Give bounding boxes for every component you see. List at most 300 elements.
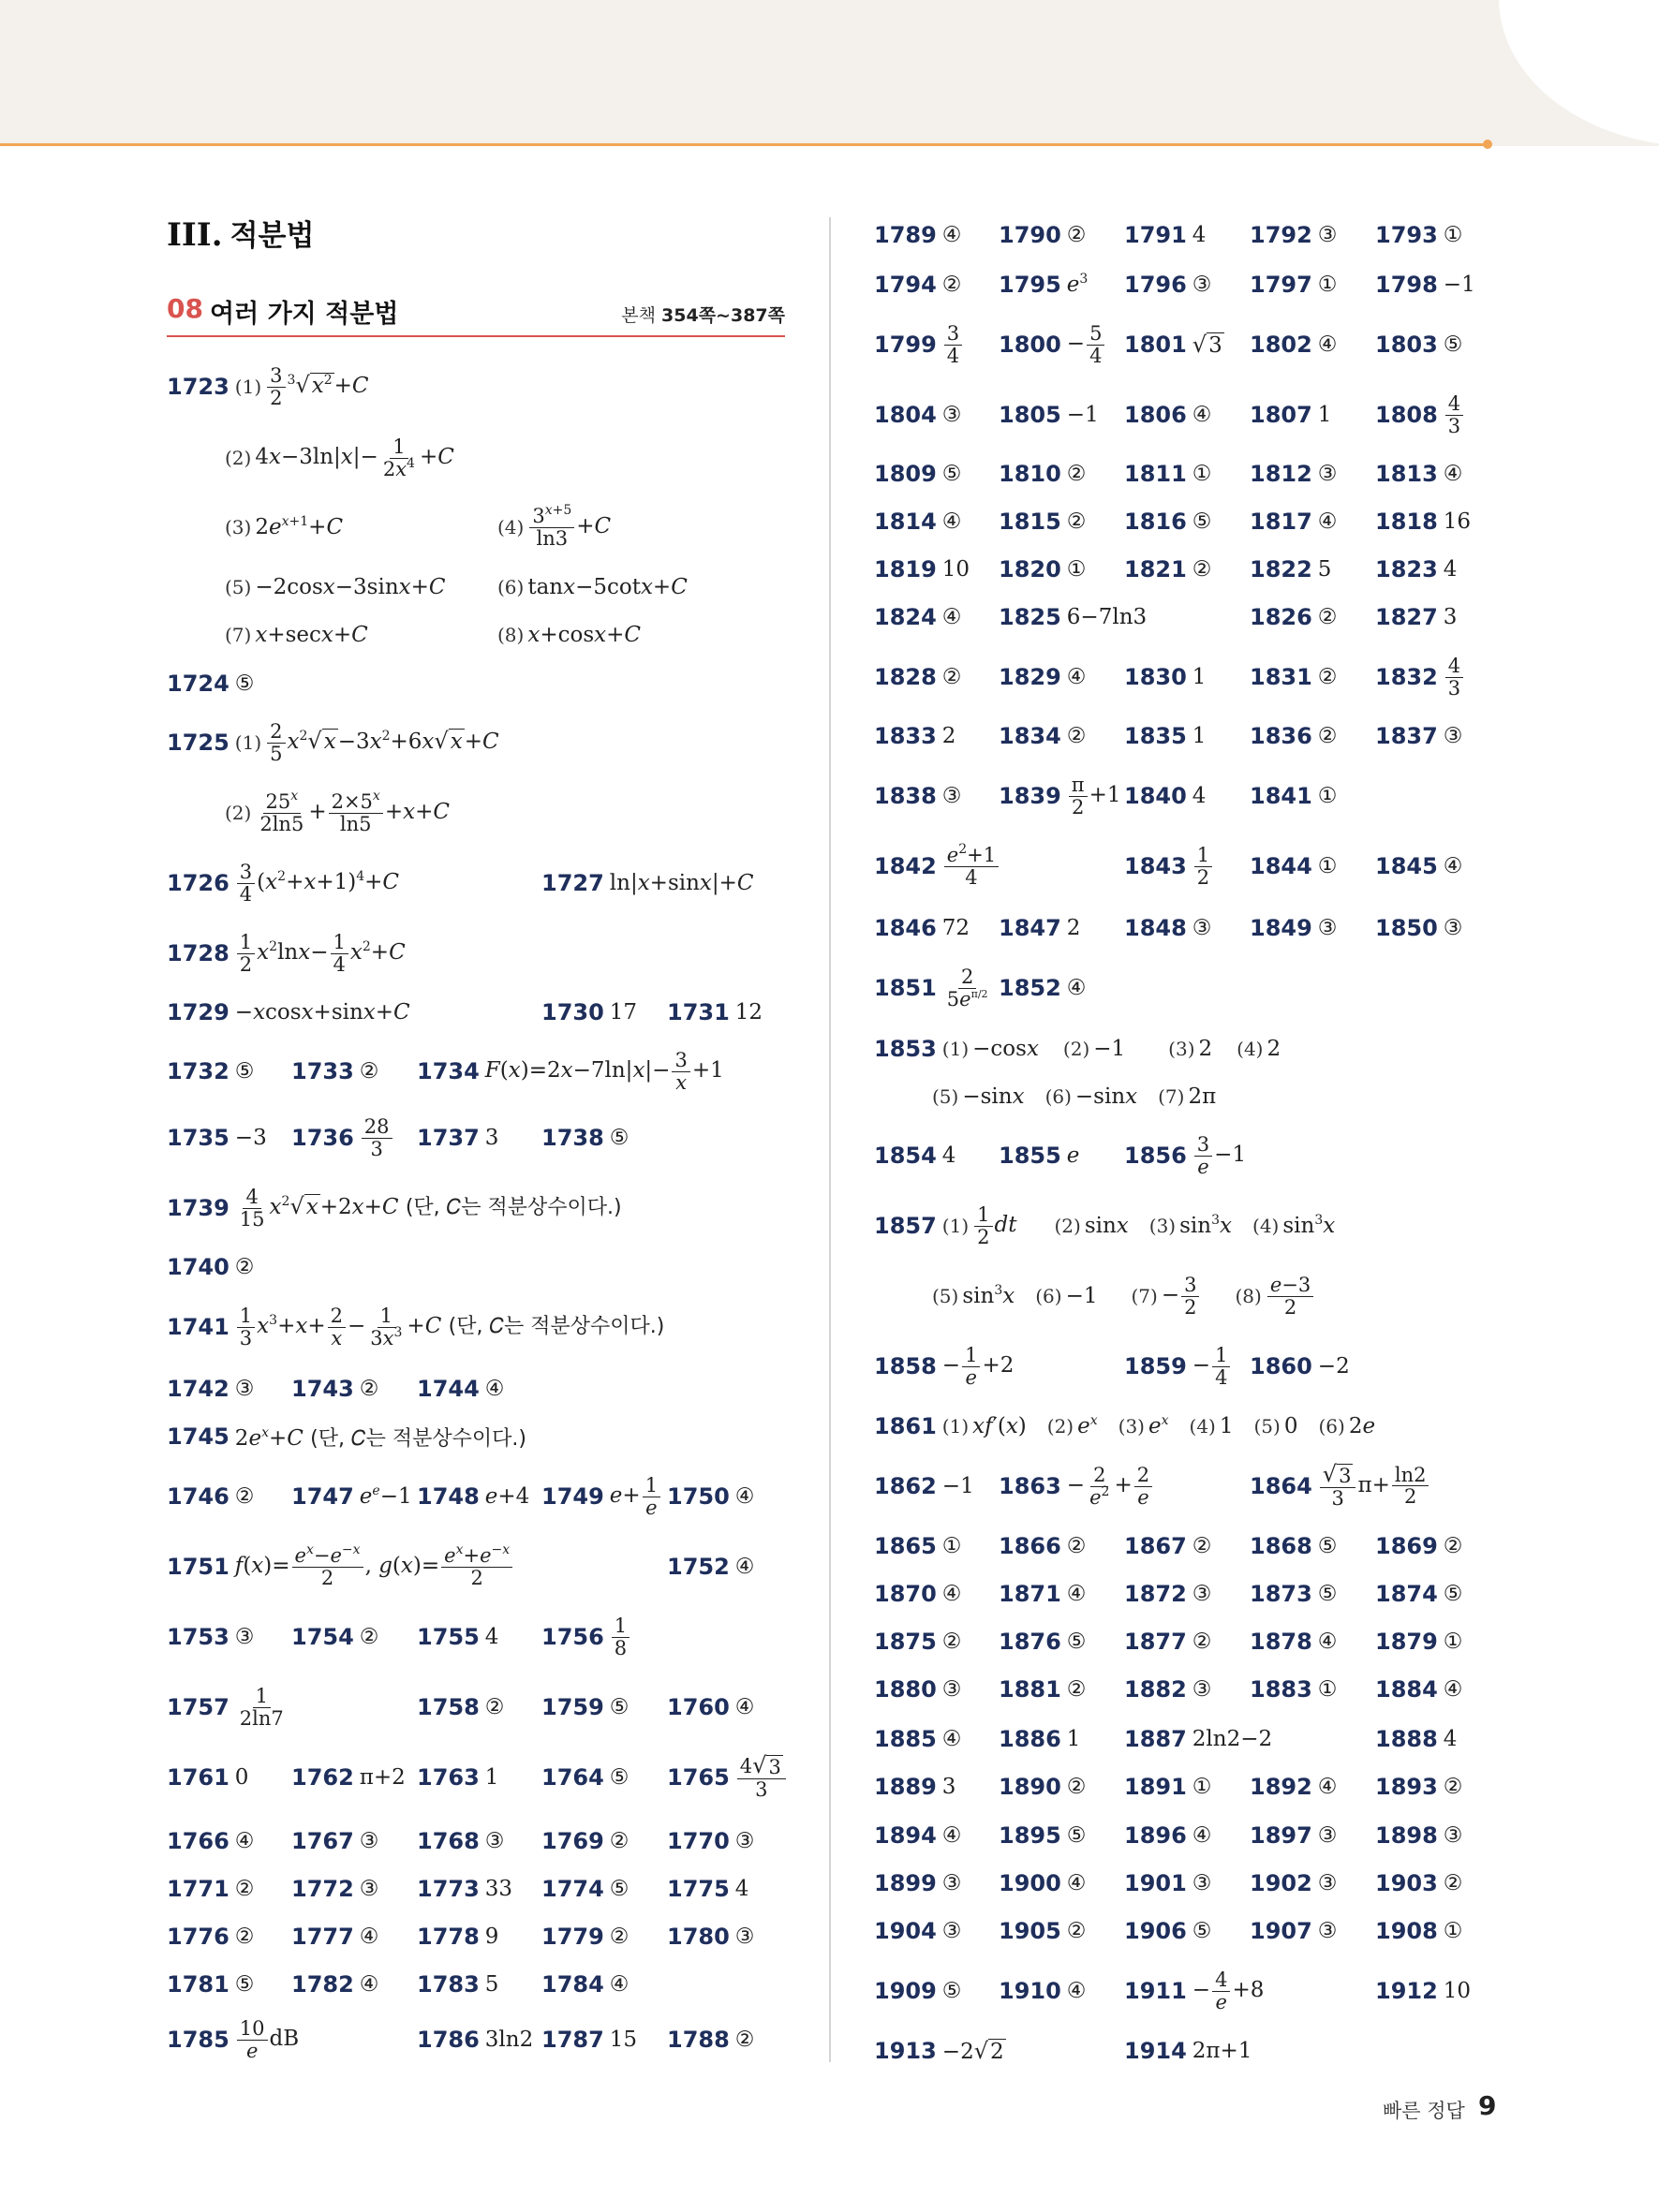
problem-number: 1876 <box>999 1629 1061 1655</box>
answer-1906 <box>1124 1906 1211 1956</box>
problem-number: 1779 <box>541 1924 604 1950</box>
answer-value: ③ <box>1317 462 1338 486</box>
problem-number: 1821 <box>1124 556 1187 582</box>
answer-1865 <box>874 1521 961 1571</box>
answer-1853-row1: 1853 (1) −cos𝑥 (2) −1 (3) 2 (4) 2 <box>874 1036 1281 1062</box>
problem-number: 1879 <box>1375 1629 1438 1655</box>
answer-1840: 1840 4 <box>1124 783 1207 809</box>
answer-value: ① <box>1192 1775 1212 1799</box>
problem-number: 1768 <box>417 1828 480 1854</box>
answer-value: ③ <box>1317 916 1338 940</box>
problem-number: 1870 <box>874 1581 937 1607</box>
problem-number: 1902 <box>1250 1870 1312 1896</box>
answer-value: ③ <box>1317 1919 1338 1943</box>
problem-number: 1816 <box>1124 509 1187 535</box>
answer-1755: 1755 4 <box>417 1624 499 1650</box>
answer-1849 <box>1250 903 1337 953</box>
answer-1802: 1802 ④ <box>1250 332 1338 358</box>
answer-value: ① <box>1443 1630 1463 1654</box>
answer-1836 <box>1250 711 1337 761</box>
problem-number: 1898 <box>1375 1822 1438 1849</box>
problem-number: 1770 <box>667 1828 730 1854</box>
answer-value: 4 <box>1443 557 1458 582</box>
answer-value: ② <box>1317 724 1338 748</box>
answer-value: ④ <box>1317 1630 1338 1654</box>
answer-1859: 1859 − $\frac{1}{4}$ <box>1124 1341 1232 1392</box>
answer-1729: 1729 −𝑥cos𝑥+sin𝑥+𝐶 <box>167 999 410 1025</box>
answer-1830: 1830 1 <box>1124 664 1207 690</box>
problem-number: 1822 <box>1250 556 1312 582</box>
answer-value: ② <box>1192 1534 1212 1558</box>
problem-number: 1810 <box>999 461 1061 487</box>
problem-number: 1769 <box>541 1828 604 1854</box>
answer-1774 <box>541 1864 629 1914</box>
answer-value: ② <box>1066 1677 1087 1702</box>
answer-1794: 1794 ② <box>874 272 962 298</box>
answer-1773 <box>417 1864 512 1914</box>
answer-1903 <box>1375 1858 1462 1909</box>
problem-number: 1836 <box>1250 723 1312 749</box>
answer-1734: 1734 F(x)=2x−7ln|x|− $\frac{3}{x}$ +1 <box>417 1048 724 1094</box>
answer-value: 72 <box>941 916 970 940</box>
answer-1837 <box>1375 711 1462 761</box>
answer-1792 <box>1250 210 1337 260</box>
answer-value: ③ <box>1443 1823 1463 1848</box>
answer-1780 <box>667 1911 754 1962</box>
answer-1826: 1826 ② <box>1250 604 1338 630</box>
answer-1738: 1738 ⑤ <box>541 1125 630 1151</box>
answer-1805: 1805 −1 <box>999 402 1099 428</box>
answer-value: ③ <box>734 1924 755 1949</box>
answer-value: ② <box>609 1924 630 1949</box>
answer-value: ④ <box>359 1972 379 1997</box>
answer-1900 <box>999 1858 1086 1909</box>
answer-1745: 1745 $2e^x+C$ (단, 𝐶는 적분상수이다.) <box>167 1423 526 1451</box>
answer-1724: 1724 ⑤ <box>167 671 255 697</box>
answer-value: ④ <box>941 1582 962 1606</box>
answer-1907 <box>1250 1906 1337 1956</box>
problem-number: 1896 <box>1124 1822 1187 1849</box>
answer-1791 <box>1124 210 1206 260</box>
answer-1832: 1832 $\frac{4}{3}$ <box>1375 652 1465 702</box>
problem-number: 1865 <box>874 1533 937 1559</box>
answer-1819 <box>874 544 970 595</box>
answer-value: ① <box>1317 1677 1338 1702</box>
answer-1727: 1727 ln|𝑥+sin𝑥|+𝐶 <box>541 870 754 896</box>
answer-1882 <box>1124 1664 1211 1715</box>
answer-1764: 1764 ⑤ <box>541 1764 630 1791</box>
answer-1741: 1741 $\frac{1}{3}$ $x^3+x+$ $\frac{2}{x}$ − $\frac{1}{3x^3}$ +C (단, 𝐶는 적분상수이다.) <box>167 1304 665 1349</box>
answer-1760: 1760 ④ <box>667 1694 755 1720</box>
answer-1841: 1841 ① <box>1250 783 1338 809</box>
problem-number: 1833 <box>874 723 937 749</box>
problem-number: 1837 <box>1375 723 1438 749</box>
chapter-title <box>167 212 314 254</box>
problem-number: 1905 <box>999 1918 1061 1944</box>
answer-value: 2 <box>1066 916 1081 940</box>
answer-1778 <box>417 1911 498 1962</box>
chapter-roman: III. <box>167 216 223 254</box>
answer-value: ② <box>1066 724 1087 748</box>
problem-number: 1784 <box>541 1971 604 1998</box>
answer-value: ④ <box>941 1823 962 1848</box>
problem-number: 1891 <box>1124 1774 1187 1800</box>
answer-value: ③ <box>1443 916 1463 940</box>
problem-number: 1835 <box>1124 723 1187 749</box>
answer-value: ④ <box>609 1972 630 1997</box>
problem-number: 1771 <box>167 1876 230 1902</box>
answer-1758: 1758 ② <box>417 1694 505 1720</box>
answer-value: ① <box>1066 557 1087 582</box>
answer-1797: 1797 ① <box>1250 272 1338 298</box>
problem-number: 1809 <box>874 461 937 487</box>
problem-number: 1776 <box>167 1924 230 1950</box>
problem-number: 1792 <box>1250 222 1312 248</box>
answer-value: ② <box>1443 1871 1463 1895</box>
answer-1807: 1807 1 <box>1250 402 1332 428</box>
answer-1851: 1851 $\frac{2}{5e^{\pi/2}}$ <box>874 965 988 1010</box>
answer-1835 <box>1124 711 1206 761</box>
answer-1850 <box>1375 903 1462 953</box>
answer-value: ② <box>941 1630 962 1654</box>
answer-1847 <box>999 903 1080 953</box>
answer-1723-7: (7) 𝑥+sec𝑥+𝐶 <box>225 623 368 647</box>
answer-1725-1: 1725 (1) $\frac{2}{5}$ $x^2$ √ x $-3x^2+6x$ √ x +C <box>167 719 499 765</box>
answer-value: ① <box>1192 462 1212 486</box>
answer-1856: 1856 $\frac{3}{e}$ −1 <box>1124 1132 1247 1178</box>
answer-1885: 1885 ④ <box>874 1726 962 1752</box>
answer-1796: 1796 ③ <box>1124 272 1212 298</box>
chapter-name: 적분법 <box>230 219 315 253</box>
answer-value: ④ <box>1443 1677 1463 1702</box>
answer-1743: 1743 ② <box>291 1376 379 1402</box>
answer-1853-row2: (5) −sin𝑥 (6) −sin𝑥 (7) 2π <box>932 1084 1217 1109</box>
answer-1876 <box>999 1616 1086 1667</box>
answer-1770 <box>667 1816 754 1866</box>
header-rule <box>0 143 1488 146</box>
answer-1787: 1787 15 <box>541 2027 638 2053</box>
answer-1795: 1795 $e^3$ <box>999 272 1089 298</box>
answer-value: ① <box>941 1534 962 1558</box>
answer-value: ② <box>1443 1775 1463 1799</box>
problem-number: 1773 <box>417 1876 480 1902</box>
answer-1723-8: (8) 𝑥+cos𝑥+𝐶 <box>497 623 641 647</box>
answer-value: ② <box>1192 1630 1212 1654</box>
problem-number: 1782 <box>291 1971 354 1998</box>
answer-1776 <box>167 1911 254 1962</box>
problem-number: 1812 <box>1250 461 1312 487</box>
answer-value: ③ <box>1192 1582 1212 1606</box>
answer-1735: 1735 −3 <box>167 1125 267 1151</box>
answer-1871 <box>999 1569 1086 1619</box>
answer-1843: 1843 $\frac{1}{2}$ <box>1124 841 1214 892</box>
answer-1746: 1746 ② <box>167 1483 255 1510</box>
answer-1829: 1829 ④ <box>999 664 1087 690</box>
answer-1869 <box>1375 1521 1462 1571</box>
answer-1897 <box>1250 1810 1337 1861</box>
problem-number: 1772 <box>291 1876 354 1902</box>
answer-1723-2: (2) 4x−3ln|x|− $\frac{1}{2x^4}$ +C <box>225 435 454 480</box>
answer-1911: 1911 − $\frac{4}{e}$ +8 <box>1124 1968 1265 2013</box>
answer-value: ② <box>1443 1534 1463 1558</box>
answer-1845: 1845 ④ <box>1375 853 1463 879</box>
answer-value: ③ <box>941 1677 962 1702</box>
problem-number: 1880 <box>874 1676 937 1703</box>
answer-1733: 1733 ② <box>291 1058 379 1084</box>
problem-number: 1908 <box>1375 1918 1438 1944</box>
answer-1812 <box>1250 449 1337 499</box>
problem-number: 1878 <box>1250 1629 1312 1655</box>
answer-1763: 1763 1 <box>417 1764 499 1791</box>
answer-value: ① <box>1443 223 1463 247</box>
answer-value: 5 <box>484 1972 499 1997</box>
problem-number: 1899 <box>874 1870 937 1896</box>
answer-1834 <box>999 711 1086 761</box>
answer-1867 <box>1124 1521 1211 1571</box>
answer-value: ④ <box>941 509 962 534</box>
answer-1818 <box>1375 496 1471 547</box>
answer-value: ② <box>1066 223 1087 247</box>
answer-value: ① <box>1443 1919 1463 1943</box>
answer-1901 <box>1124 1858 1211 1909</box>
answer-1877 <box>1124 1616 1211 1667</box>
section-page-ref: 본책 354쪽~387쪽 <box>621 305 785 326</box>
problem-number: 1847 <box>999 915 1061 941</box>
answer-1782 <box>291 1959 378 2010</box>
answer-1875 <box>874 1616 961 1667</box>
answer-value: ③ <box>1317 1823 1338 1848</box>
answer-1857-row2: (5) $\sin^3x$ (6) −1 (7) − $\frac{3}{2}$ (8) $\frac{e-3}{2}$ <box>932 1271 1315 1321</box>
problem-number: 1846 <box>874 915 937 941</box>
answer-value: ② <box>1066 1534 1087 1558</box>
answer-value: ③ <box>1443 724 1463 748</box>
problem-number: 1897 <box>1250 1822 1312 1849</box>
answer-1723-5: (5) −2cos𝑥−3sin𝑥+𝐶 <box>225 575 446 599</box>
answer-value: ② <box>609 1829 630 1853</box>
answer-value: ⑤ <box>609 1877 630 1901</box>
answer-1771 <box>167 1864 254 1914</box>
problem-number: 1883 <box>1250 1676 1312 1703</box>
answer-value: ② <box>1066 462 1087 486</box>
answer-1887: 1887 2ln2−2 <box>1124 1726 1273 1752</box>
answer-1800: 1800 − $\frac{5}{4}$ <box>999 319 1106 370</box>
answer-1833 <box>874 711 955 761</box>
problem-number: 1791 <box>1124 222 1187 248</box>
answer-1879 <box>1375 1616 1462 1667</box>
answer-1908 <box>1375 1906 1462 1956</box>
answer-1754: 1754 ② <box>291 1624 379 1650</box>
answer-1909: 1909 ⑤ <box>874 1978 962 2004</box>
answer-1914: 1914 2π+1 <box>1124 2038 1252 2064</box>
answer-1913: 1913 −2 √ 2 <box>874 2038 1004 2064</box>
problem-number: 1892 <box>1250 1774 1312 1800</box>
answer-1862: 1862 −1 <box>874 1473 974 1499</box>
answer-1744: 1744 ④ <box>417 1376 505 1402</box>
answer-1822 <box>1250 544 1331 595</box>
problem-number: 1895 <box>999 1822 1061 1849</box>
answer-1912: 1912 10 <box>1375 1978 1472 2004</box>
problem-number: 1783 <box>417 1971 480 1998</box>
problem-number: 1775 <box>667 1876 730 1902</box>
answer-value: 16 <box>1443 509 1472 534</box>
answer-1864: 1864 √ 3 3 π+ $\frac{\ln 2}{2}$ <box>1250 1461 1430 1512</box>
section-header <box>167 293 785 337</box>
answer-1880 <box>874 1664 961 1715</box>
answer-1857-row1: 1857 (1) $\frac{1}{2}$ dt (2) sin𝑥 (3) $\sin^3x$ (4) $\sin^3x$ <box>874 1202 1336 1248</box>
problem-number: 1814 <box>874 509 937 535</box>
problem-number: 1890 <box>999 1774 1061 1800</box>
answer-value: ③ <box>1192 1677 1212 1702</box>
problem-number: 1793 <box>1375 222 1438 248</box>
answer-1821 <box>1124 544 1211 595</box>
answer-value: ③ <box>941 1919 962 1943</box>
answer-1898 <box>1375 1810 1462 1861</box>
answer-1801: 1801 √ 3 <box>1124 332 1222 358</box>
answer-1757: 1757 $\frac{1}{2\ln 7}$ <box>167 1684 284 1730</box>
answer-1854: 1854 4 <box>874 1143 956 1169</box>
problem-number: 1777 <box>291 1924 354 1950</box>
answer-1839: 1839 $\frac{\pi}{2}$ +1 <box>999 773 1121 818</box>
answer-1881 <box>999 1664 1086 1715</box>
column-divider <box>829 217 831 2062</box>
problem-number: 1907 <box>1250 1918 1312 1944</box>
answer-1886: 1886 1 <box>999 1726 1081 1752</box>
answer-1742: 1742 ③ <box>167 1376 255 1402</box>
answer-1904 <box>874 1906 961 1956</box>
answer-value: ④ <box>234 1829 255 1853</box>
answer-value: ⑤ <box>1066 1823 1087 1848</box>
answer-value: ⑤ <box>1317 1534 1338 1558</box>
answer-1858: 1858 − $\frac{1}{e}$ +2 <box>874 1343 1015 1389</box>
answer-1740: 1740 ② <box>167 1254 255 1280</box>
answer-value: 33 <box>484 1877 513 1901</box>
answer-1781 <box>167 1959 254 2010</box>
problem-number: 1873 <box>1250 1581 1312 1607</box>
answer-1883 <box>1250 1664 1337 1715</box>
answer-value: ② <box>234 1924 255 1949</box>
answer-value: ③ <box>1192 916 1212 940</box>
answer-1786: 1786 3ln2 <box>417 2027 534 2053</box>
problem-number: 1877 <box>1124 1629 1187 1655</box>
answer-1811 <box>1124 449 1211 499</box>
problem-number: 1904 <box>874 1918 937 1944</box>
problem-number: 1849 <box>1250 915 1312 941</box>
answer-1817 <box>1250 496 1337 547</box>
answer-value: ⑤ <box>941 462 962 486</box>
answer-1725-2: (2) $\frac{25^x}{2\ln 5}$ + $\frac{2\times 5^x}{\ln 5}$ +x+C <box>225 788 450 835</box>
answer-value: ④ <box>1066 1871 1087 1895</box>
answer-1891 <box>1124 1762 1211 1812</box>
answer-1789 <box>874 210 961 260</box>
answer-1892 <box>1250 1762 1337 1812</box>
answer-1813 <box>1375 449 1462 499</box>
problem-number: 1767 <box>291 1828 354 1854</box>
answer-1762: 1762 π+2 <box>291 1764 406 1791</box>
answer-value: ② <box>1192 557 1212 582</box>
problem-number: 1884 <box>1375 1676 1438 1703</box>
problem-number: 1881 <box>999 1676 1061 1703</box>
answer-value: 2 <box>941 724 956 748</box>
answer-1816 <box>1124 496 1211 547</box>
answer-1874 <box>1375 1569 1462 1619</box>
answer-1844: 1844 ① <box>1250 853 1338 879</box>
answer-1756: 1756 $\frac{1}{8}$ <box>541 1612 631 1662</box>
answer-1852: 1852 ④ <box>999 975 1087 1001</box>
answer-1899 <box>874 1858 961 1909</box>
answer-1766 <box>167 1816 254 1866</box>
answer-value: ⑤ <box>1192 509 1212 534</box>
answer-1824: 1824 ④ <box>874 604 962 630</box>
answer-1888: 1888 4 <box>1375 1726 1458 1752</box>
answer-1804: 1804 ③ <box>874 402 962 428</box>
answer-1809 <box>874 449 961 499</box>
answer-value: 4 <box>734 1877 749 1901</box>
problem-number: 1815 <box>999 509 1061 535</box>
answer-value: 10 <box>941 557 970 582</box>
problem-number: 1866 <box>999 1533 1061 1559</box>
answer-value: ④ <box>1192 1823 1212 1848</box>
answer-1863: 1863 − $\frac{2}{e^2}$ + $\frac{2}{e}$ <box>999 1461 1154 1512</box>
answer-value: 5 <box>1317 557 1332 582</box>
answer-1785: 1785 $\frac{10}{e}$ dB <box>167 2016 300 2062</box>
answer-value: ⑤ <box>1443 1582 1463 1606</box>
answer-1726: 1726 $\frac{3}{4}$ $(x^2+x+1)^4+C$ <box>167 860 400 906</box>
answer-1750: 1750 ④ <box>667 1483 755 1510</box>
problem-number: 1903 <box>1375 1870 1438 1896</box>
answer-1868 <box>1250 1521 1337 1571</box>
answer-value: ② <box>1066 1919 1087 1943</box>
answer-value: ④ <box>1066 1582 1087 1606</box>
section-title: 여러 가지 적분법 <box>210 300 399 329</box>
answer-1870 <box>874 1569 961 1619</box>
answer-1784 <box>541 1959 629 2010</box>
problem-number: 1823 <box>1375 556 1438 582</box>
problem-number: 1813 <box>1375 461 1438 487</box>
answer-value: ③ <box>734 1829 755 1853</box>
answer-1761: 1761 0 <box>167 1764 249 1791</box>
answer-1896 <box>1124 1810 1211 1861</box>
header-band <box>0 0 1659 146</box>
problem-number: 1900 <box>999 1870 1061 1896</box>
answer-1842: 1842 $\frac{e^2+1}{4}$ <box>874 841 1000 892</box>
answer-1747: 1747 $e^e-1$ <box>291 1483 412 1510</box>
answer-1765: 1765 4 √ 3 3 <box>667 1752 788 1803</box>
answer-1827: 1827 3 <box>1375 604 1458 630</box>
answer-1902 <box>1250 1858 1337 1909</box>
answer-1730: 1730 17 <box>541 999 638 1025</box>
answer-value: ④ <box>1317 1775 1338 1799</box>
problem-number: 1811 <box>1124 461 1187 487</box>
answer-value: ③ <box>941 1871 962 1895</box>
answer-value: 9 <box>484 1924 499 1949</box>
answer-1772 <box>291 1864 378 1914</box>
answer-1749: 1749 e+ $\frac{1}{e}$ <box>541 1471 662 1522</box>
answer-1775 <box>667 1864 748 1914</box>
answer-value: ② <box>234 1877 255 1901</box>
answer-1777 <box>291 1911 378 1962</box>
answer-1806: 1806 ④ <box>1124 402 1212 428</box>
answer-1799: 1799 $\frac{3}{4}$ <box>874 319 964 370</box>
answer-1752: 1752 ④ <box>667 1554 755 1580</box>
problem-number: 1868 <box>1250 1533 1312 1559</box>
answer-1910: 1910 ④ <box>999 1978 1087 2004</box>
problem-number: 1818 <box>1375 509 1438 535</box>
answer-1793 <box>1375 210 1462 260</box>
problem-number: 1789 <box>874 222 937 248</box>
answer-value: 3 <box>941 1775 956 1799</box>
problem-number: 1867 <box>1124 1533 1187 1559</box>
answer-1748: 1748 𝑒+4 <box>417 1483 530 1510</box>
